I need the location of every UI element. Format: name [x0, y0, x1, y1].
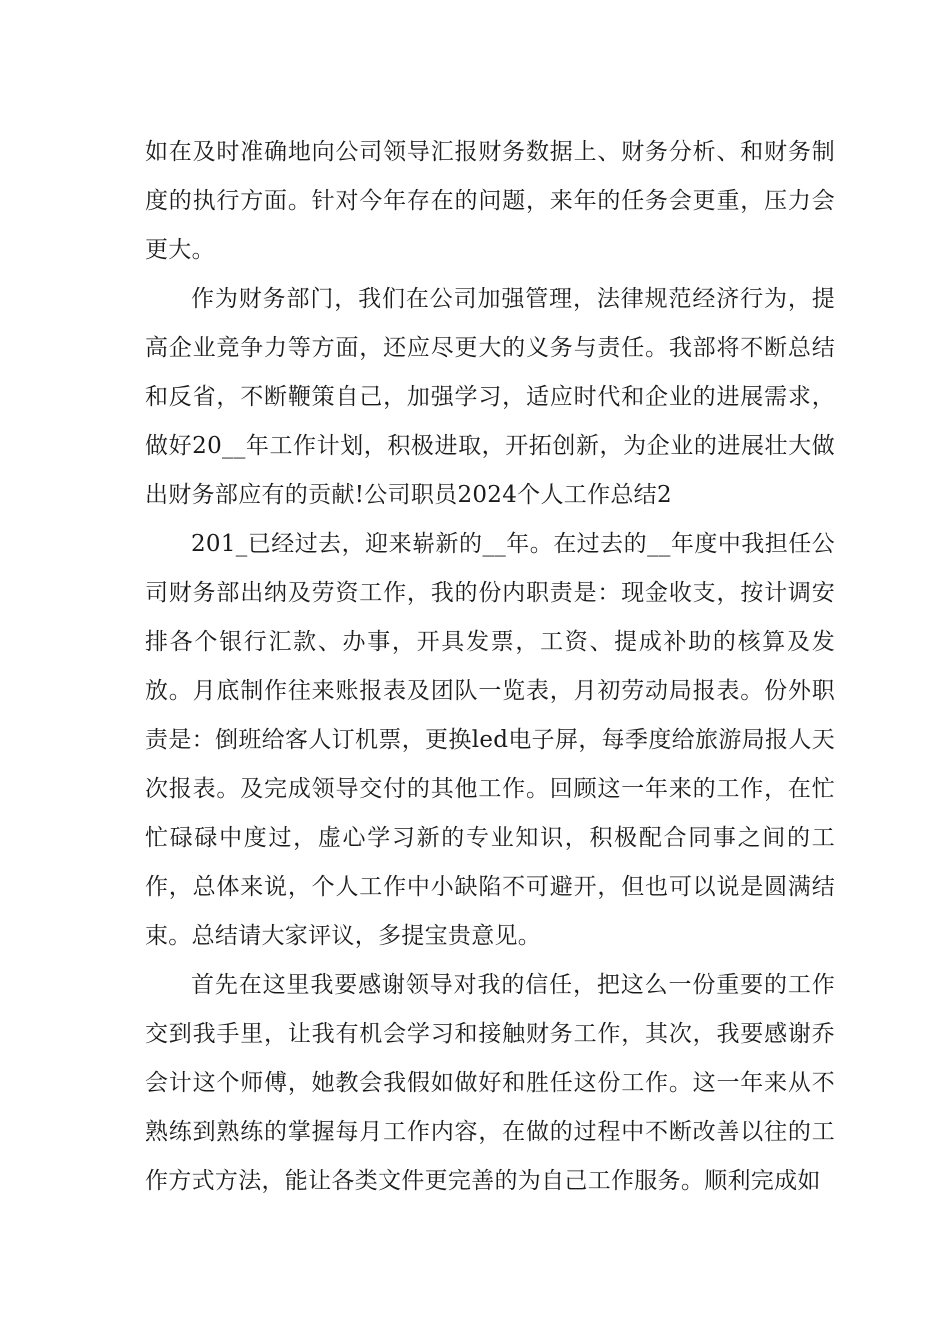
document-body [145, 128, 835, 1206]
paragraph-continuation: 如在及时准确地向公司领导汇报财务数据上、财务分析、和财务制度的执行方面。针对今年存在的问题，来年的任务会更重，压力会更大。 [145, 139, 835, 263]
paragraph-year-review: 201_已经过去，迎来崭新的__年。在过去的__年度中我担任公司财务部出纳及劳资工作，我的份内职责是：现金收支，按计调安排各个银行汇款、办事，开具发票，工资、提成补助的核算及发放。月底制作往来账报表及团队一览表，月初劳动局报表。份外职责是：倒班给客人订机票，更换led电子屏，每季度给旅游局报人天次报表。及完成领导交付的其他工作。回顾这一年来的工作，在忙忙碌碌中度过，虚心学习新的专业知识，积极配合同事之间的工作，总体来说，个人工作中小缺陷不可避开，但也可以说是圆满结束。总结请大家评议，多提宝贵意见。 [145, 531, 835, 949]
paragraph-thanks: 首先在这里我要感谢领导对我的信任，把这么一份重要的工作交到我手里，让我有机会学习和接触财务工作，其次，我要感谢乔会计这个师傅，她教会我假如做好和胜任这份工作。这一年来从不熟练到熟练的掌握每月工作内容，在做的过程中不断改善以往的工作方式方法，能让各类文件更完善的为自己工作服务。顺利完成如 [145, 972, 835, 1194]
paragraph-finance-responsibility: 作为财务部门，我们在公司加强管理，法律规范经济行为，提高企业竞争力等方面，还应尽更大的义务与责任。我部将不断总结和反省，不断鞭策自己，加强学习，适应时代和企业的进展需求，做好20__年工作计划，积极进取，开拓创新，为企业的进展壮大做出财务部应有的贡献!公司职员2024个人工作总结2 [145, 286, 835, 508]
